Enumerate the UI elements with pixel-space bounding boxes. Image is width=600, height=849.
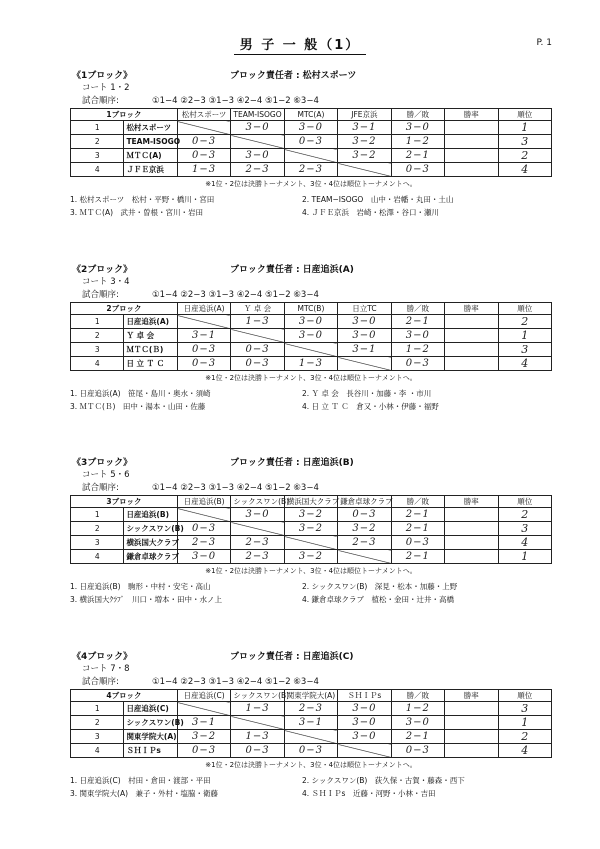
score-cell: 3−0 — [284, 121, 337, 135]
diagonal-cell — [284, 730, 337, 744]
diagonal-cell — [231, 522, 284, 536]
roster-row — [70, 206, 550, 219]
page-number: P. 1 — [536, 38, 552, 48]
win-loss-cell: 1−2 — [391, 702, 444, 716]
win-loss-cell: 2−1 — [391, 550, 444, 564]
team-name: ＳＨＩＰs — [124, 744, 177, 758]
court-label: コート 7・8 — [82, 664, 130, 674]
diagonal-cell — [284, 536, 337, 550]
team-name: ＭＴＣ(A) — [124, 149, 177, 163]
column-team-header: 関東学院大(A) — [284, 690, 337, 702]
score-cell: 1−3 — [177, 163, 230, 177]
match-order-label: 試合順序: — [82, 96, 119, 106]
table-header-row — [71, 690, 552, 702]
roster-entry: 4. ＳＨＩＰs 近藤・河野・小林・吉田 — [302, 789, 436, 798]
block-responsible: ブロック責任者 : 日産追浜(C) — [230, 652, 354, 662]
diagonal-cell — [284, 343, 337, 357]
column-team-header: 鎌倉卓球クラブ — [338, 496, 391, 508]
table-header-row — [71, 303, 552, 315]
column-team-header: 横浜国大クラブ — [284, 496, 337, 508]
row-number: 3 — [71, 149, 124, 163]
block-name: 《2ブロック》 — [72, 265, 133, 275]
win-loss-header: 勝／敗 — [391, 303, 444, 315]
score-cell: 2−3 — [284, 163, 337, 177]
column-team-header: 松村スポーツ — [177, 109, 230, 121]
block-label-cell: 3ブロック — [71, 496, 178, 508]
tournament-note: ※1位・2位は決勝トーナメント、3位・4位は順位トーナメントへ。 — [205, 374, 417, 382]
team-name: 松村スポーツ — [124, 121, 177, 135]
score-cell: 3−1 — [177, 329, 230, 343]
column-team-header: 日産追浜(A) — [177, 303, 230, 315]
block-name: 《3ブロック》 — [72, 458, 133, 468]
win-loss-cell: 2−1 — [391, 730, 444, 744]
table-header-row — [71, 109, 552, 121]
roster-entry: 4. 鎌倉卓球クラブ 植松・金田・辻井・高橋 — [302, 595, 455, 604]
roster-entry: 3. ＭＴＣ(Ｂ) 田中・湯本・山田・佐藤 — [70, 402, 206, 411]
block-header — [70, 262, 550, 276]
win-loss-cell: 0−3 — [391, 744, 444, 758]
score-cell: 3−1 — [284, 716, 337, 730]
row-number: 1 — [71, 702, 124, 716]
table-row — [71, 315, 552, 329]
block-section — [70, 262, 550, 413]
score-cell: 3−0 — [177, 550, 230, 564]
roster-row — [70, 400, 550, 413]
table-row — [71, 550, 552, 564]
rank-cell: 1 — [498, 329, 552, 343]
win-loss-cell: 1−2 — [391, 135, 444, 149]
rank-header: 順位 — [498, 303, 552, 315]
score-cell: 2−3 — [231, 163, 284, 177]
block-header — [70, 68, 550, 82]
column-team-header: Ｙ 卓 会 — [231, 303, 284, 315]
score-cell: 3−2 — [284, 522, 337, 536]
table-row — [71, 744, 552, 758]
column-team-header: 日立TC — [338, 303, 391, 315]
win-loss-cell: 0−3 — [391, 163, 444, 177]
league-table — [70, 108, 552, 177]
rank-cell: 3 — [498, 522, 552, 536]
rank-cell: 4 — [498, 744, 552, 758]
row-number: 2 — [71, 716, 124, 730]
row-number: 4 — [71, 550, 124, 564]
win-rate-header: 勝率 — [445, 690, 498, 702]
score-cell: 1−3 — [231, 702, 284, 716]
match-order-value: ①1−4 ②2−3 ③1−3 ④2−4 ⑤1−2 ⑥3−4 — [152, 290, 319, 300]
roster-entry: 1. 松村スポーツ 松村・平野・橋川・宮田 — [70, 195, 215, 204]
team-name: TEAM-ISOGO — [124, 135, 177, 149]
win-rate-cell — [445, 329, 498, 343]
block-name: 《4ブロック》 — [72, 652, 133, 662]
table-row — [71, 121, 552, 135]
score-cell: 0−3 — [177, 149, 230, 163]
diagonal-cell — [177, 702, 230, 716]
block-header — [70, 455, 550, 469]
roster-list — [70, 193, 550, 219]
column-team-header: MTC(A) — [284, 109, 337, 121]
rank-header: 順位 — [498, 109, 552, 121]
score-cell: 3−2 — [177, 730, 230, 744]
row-number: 1 — [71, 315, 124, 329]
score-cell: 2−3 — [231, 550, 284, 564]
column-team-header: 日産追浜(B) — [177, 496, 230, 508]
block-label-cell: 4ブロック — [71, 690, 178, 702]
win-rate-cell — [445, 730, 498, 744]
win-loss-header: 勝／敗 — [391, 109, 444, 121]
roster-entry: 4. ＪＦＥ京浜 岩崎・松澤・谷口・瀬川 — [302, 208, 440, 217]
win-loss-cell: 2−1 — [391, 149, 444, 163]
roster-entry: 4. 日 立 Ｔ Ｃ 倉又・小林・伊藤・福野 — [302, 402, 439, 411]
score-cell: 0−3 — [177, 343, 230, 357]
column-team-header: MTC(B) — [284, 303, 337, 315]
win-rate-header: 勝率 — [445, 303, 498, 315]
column-team-header: ＳＨＩＰs — [338, 690, 391, 702]
match-order — [70, 289, 550, 302]
roster-entry: 1. 日産追浜(C) 村田・倉田・渡部・平田 — [70, 776, 211, 785]
score-cell: 3−0 — [231, 508, 284, 522]
win-rate-header: 勝率 — [445, 109, 498, 121]
table-row — [71, 702, 552, 716]
table-row — [71, 163, 552, 177]
court-label: コート 1・2 — [82, 83, 130, 93]
score-cell: 3−0 — [338, 702, 391, 716]
match-order-value: ①1−4 ②2−3 ③1−3 ④2−4 ⑤1−2 ⑥3−4 — [152, 677, 319, 687]
win-loss-cell: 0−3 — [391, 536, 444, 550]
win-rate-cell — [445, 343, 498, 357]
roster-row — [70, 787, 550, 800]
block-responsible: ブロック責任者 : 日産追浜(A) — [230, 265, 354, 275]
row-number: 4 — [71, 744, 124, 758]
column-team-header: TEAM-ISOGO — [231, 109, 284, 121]
row-number: 3 — [71, 536, 124, 550]
diagonal-cell — [177, 315, 230, 329]
roster-entry: 2. シックスワン(B) 深見・松本・加藤・上野 — [302, 582, 458, 591]
win-loss-cell: 2−1 — [391, 522, 444, 536]
score-cell: 3−0 — [284, 329, 337, 343]
roster-row — [70, 593, 550, 606]
block-section — [70, 649, 550, 800]
match-order-value: ①1−4 ②2−3 ③1−3 ④2−4 ⑤1−2 ⑥3−4 — [152, 96, 319, 106]
table-row — [71, 149, 552, 163]
roster-entry: 2. TEAM−ISOGO 山中・岩幡・丸田・土山 — [302, 195, 454, 204]
score-cell: 0−3 — [177, 522, 230, 536]
table-header-row — [71, 496, 552, 508]
match-order-label: 試合順序: — [82, 677, 119, 687]
team-name: シックスワン(B) — [124, 716, 177, 730]
row-number: 4 — [71, 163, 124, 177]
win-rate-cell — [445, 716, 498, 730]
diagonal-cell — [231, 329, 284, 343]
roster-row — [70, 387, 550, 400]
score-cell: 0−3 — [231, 744, 284, 758]
row-number: 4 — [71, 357, 124, 371]
score-cell: 3−0 — [231, 149, 284, 163]
rank-header: 順位 — [498, 690, 552, 702]
score-cell: 2−3 — [338, 536, 391, 550]
team-name: シックスワン(B) — [124, 522, 177, 536]
win-rate-cell — [445, 702, 498, 716]
match-order — [70, 95, 550, 108]
roster-entry: 1. 日産追浜(A) 笹尾・島川・奥水・須崎 — [70, 389, 211, 398]
diagonal-cell — [338, 550, 391, 564]
score-cell: 3−0 — [338, 315, 391, 329]
roster-list — [70, 580, 550, 606]
score-cell: 0−3 — [284, 135, 337, 149]
score-cell: 3−1 — [177, 716, 230, 730]
win-rate-cell — [445, 135, 498, 149]
score-cell: 3−2 — [284, 508, 337, 522]
score-cell: 3−2 — [338, 135, 391, 149]
column-team-header: 日産追浜(C) — [177, 690, 230, 702]
roster-entry: 1. 日産追浜(B) 駒形・中村・安宅・高山 — [70, 582, 211, 591]
roster-entry: 3. 横浜国大ｸﾗﾌﾞ 川口・増本・田中・水ノ上 — [70, 595, 223, 604]
win-loss-cell: 3−0 — [391, 121, 444, 135]
rank-cell: 2 — [498, 508, 552, 522]
score-cell: 0−3 — [177, 744, 230, 758]
match-order-value: ①1−4 ②2−3 ③1−3 ④2−4 ⑤1−2 ⑥3−4 — [152, 483, 319, 493]
score-cell: 1−3 — [231, 730, 284, 744]
table-row — [71, 329, 552, 343]
rank-cell: 3 — [498, 135, 552, 149]
win-rate-cell — [445, 522, 498, 536]
score-cell: 3−0 — [338, 716, 391, 730]
score-cell: 2−3 — [177, 536, 230, 550]
score-cell: 3−2 — [284, 550, 337, 564]
page-title: 男 子 一 般（1） — [0, 34, 600, 53]
rank-cell: 3 — [498, 702, 552, 716]
win-rate-cell — [445, 550, 498, 564]
score-cell: 3−1 — [338, 121, 391, 135]
court-label: コート 5・6 — [82, 470, 130, 480]
win-rate-cell — [445, 744, 498, 758]
match-order — [70, 676, 550, 689]
win-rate-cell — [445, 357, 498, 371]
block-section — [70, 455, 550, 606]
win-loss-header: 勝／敗 — [391, 496, 444, 508]
row-number: 3 — [71, 730, 124, 744]
win-rate-cell — [445, 508, 498, 522]
row-number: 3 — [71, 343, 124, 357]
match-order-label: 試合順序: — [82, 483, 119, 493]
win-loss-cell: 1−2 — [391, 343, 444, 357]
column-team-header: シックスワン(B) — [231, 690, 284, 702]
win-rate-cell — [445, 149, 498, 163]
column-team-header: シックスワン(B) — [231, 496, 284, 508]
column-team-header: JFE京浜 — [338, 109, 391, 121]
roster-row — [70, 774, 550, 787]
score-cell: 0−3 — [338, 508, 391, 522]
win-loss-cell: 3−0 — [391, 716, 444, 730]
team-name: 日産追浜(A) — [124, 315, 177, 329]
block-label-cell: 2ブロック — [71, 303, 178, 315]
win-loss-cell: 2−1 — [391, 315, 444, 329]
rank-cell: 2 — [498, 315, 552, 329]
win-rate-header: 勝率 — [445, 496, 498, 508]
win-rate-cell — [445, 315, 498, 329]
rank-cell: 3 — [498, 343, 552, 357]
diagonal-cell — [338, 357, 391, 371]
team-name: 日 立 Ｔ Ｃ — [124, 357, 177, 371]
team-name: 横浜国大クラブ — [124, 536, 177, 550]
score-cell: 0−3 — [177, 357, 230, 371]
score-cell: 3−2 — [338, 149, 391, 163]
win-rate-cell — [445, 121, 498, 135]
diagonal-cell — [177, 121, 230, 135]
score-cell: 3−0 — [231, 121, 284, 135]
row-number: 2 — [71, 522, 124, 536]
rank-cell: 4 — [498, 536, 552, 550]
rank-header: 順位 — [498, 496, 552, 508]
tournament-note: ※1位・2位は決勝トーナメント、3位・4位は順位トーナメントへ。 — [205, 180, 417, 188]
diagonal-cell — [338, 163, 391, 177]
team-name: ＭＴＣ(Ｂ) — [124, 343, 177, 357]
diagonal-cell — [231, 135, 284, 149]
team-name: 鎌倉卓球クラブ — [124, 550, 177, 564]
block-header — [70, 649, 550, 663]
block-responsible: ブロック責任者 : 松村スポーツ — [230, 71, 357, 81]
score-cell: 3−0 — [284, 315, 337, 329]
win-loss-cell: 0−3 — [391, 357, 444, 371]
match-order-label: 試合順序: — [82, 290, 119, 300]
league-table — [70, 302, 552, 371]
row-number: 1 — [71, 508, 124, 522]
tournament-note: ※1位・2位は決勝トーナメント、3位・4位は順位トーナメントへ。 — [205, 567, 417, 575]
score-cell: 2−3 — [231, 536, 284, 550]
block-responsible: ブロック責任者 : 日産追浜(B) — [230, 458, 354, 468]
team-name: 日産追浜(B) — [124, 508, 177, 522]
rank-cell: 2 — [498, 149, 552, 163]
rank-cell: 1 — [498, 716, 552, 730]
score-cell: 3−1 — [338, 343, 391, 357]
score-cell: 2−3 — [284, 702, 337, 716]
block-name: 《1ブロック》 — [72, 71, 133, 81]
diagonal-cell — [231, 716, 284, 730]
diagonal-cell — [284, 149, 337, 163]
row-number: 2 — [71, 135, 124, 149]
score-cell: 3−0 — [338, 730, 391, 744]
team-name: 関東学院大(A) — [124, 730, 177, 744]
rank-cell: 1 — [498, 121, 552, 135]
rank-cell: 4 — [498, 357, 552, 371]
roster-row — [70, 193, 550, 206]
league-table — [70, 689, 552, 758]
table-row — [71, 357, 552, 371]
block-label-cell: 1ブロック — [71, 109, 178, 121]
win-loss-cell: 3−0 — [391, 329, 444, 343]
win-loss-cell: 2−1 — [391, 508, 444, 522]
score-cell: 1−3 — [231, 315, 284, 329]
tournament-note: ※1位・2位は決勝トーナメント、3位・4位は順位トーナメントへ。 — [205, 761, 417, 769]
roster-row — [70, 580, 550, 593]
table-row — [71, 536, 552, 550]
score-cell: 0−3 — [284, 744, 337, 758]
team-name: Ｙ 卓 会 — [124, 329, 177, 343]
table-row — [71, 730, 552, 744]
rank-cell: 2 — [498, 730, 552, 744]
table-row — [71, 522, 552, 536]
rank-cell: 1 — [498, 550, 552, 564]
league-table — [70, 495, 552, 564]
roster-list — [70, 774, 550, 800]
row-number: 1 — [71, 121, 124, 135]
score-cell: 0−3 — [231, 343, 284, 357]
row-number: 2 — [71, 329, 124, 343]
score-cell: 3−2 — [338, 522, 391, 536]
team-name: ＪＦＥ京浜 — [124, 163, 177, 177]
table-row — [71, 343, 552, 357]
win-rate-cell — [445, 163, 498, 177]
court-label: コート 3・4 — [82, 277, 130, 287]
table-row — [71, 135, 552, 149]
diagonal-cell — [338, 744, 391, 758]
match-order — [70, 482, 550, 495]
score-cell: 3−0 — [338, 329, 391, 343]
rank-cell: 4 — [498, 163, 552, 177]
roster-entry: 3. ＭＴＣ(A) 武井・曽根・宮川・岩田 — [70, 208, 204, 217]
win-loss-header: 勝／敗 — [391, 690, 444, 702]
score-cell: 1−3 — [284, 357, 337, 371]
roster-entry: 2. Ｙ 卓 会 長谷川・加藤・李 ・市川 — [302, 389, 432, 398]
roster-entry: 2. シックスワン(B) 荻久保・古賀・藤森・西下 — [302, 776, 465, 785]
table-row — [71, 508, 552, 522]
diagonal-cell — [177, 508, 230, 522]
win-rate-cell — [445, 536, 498, 550]
team-name: 日産追浜(C) — [124, 702, 177, 716]
table-row — [71, 716, 552, 730]
roster-entry: 3. 関東学院大(A) 兼子・外村・塩脇・衛藤 — [70, 789, 219, 798]
score-cell: 0−3 — [231, 357, 284, 371]
block-section — [70, 68, 550, 219]
roster-list — [70, 387, 550, 413]
score-cell: 0−3 — [177, 135, 230, 149]
